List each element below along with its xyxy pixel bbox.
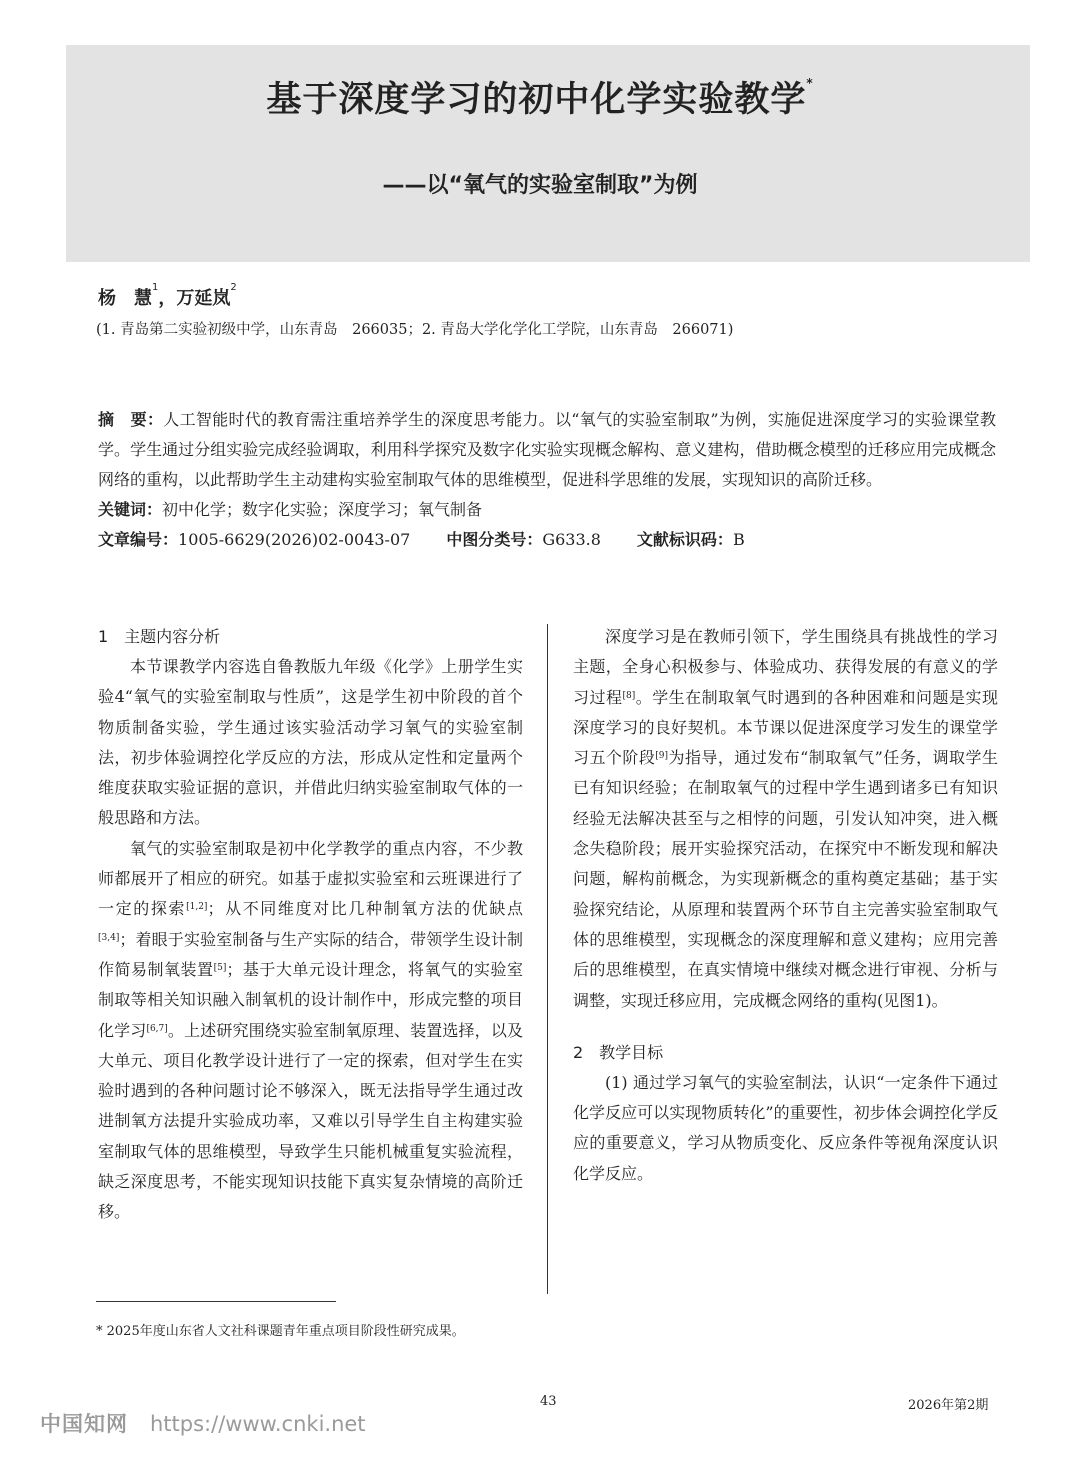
article-title: [0, 72, 1080, 122]
section-heading: 2 教学目标: [573, 1042, 664, 1062]
title-footnote-mark: *: [806, 76, 814, 90]
watermark-url: https://www.cnki.net: [150, 1412, 366, 1436]
paragraph-text: 。学生在制取氧气时遇到的各种困难和问题是实现深度学习的良好契机。本节课以促进深度学习发生的课堂学习五个阶段: [573, 687, 998, 768]
author-affiliation-mark: 2: [230, 282, 237, 293]
abstract: [98, 405, 996, 495]
section-heading: 1 主题内容分析: [98, 627, 221, 646]
body-paragraph: 本节课教学内容选自鲁教版九年级《化学》上册学生实验4“氧气的实验室制取与性质”，这是学生初中阶段的首个物质制备实验，学生通过该实验活动学习氧气的实验室制法，初步体验调控化学反应的方法，形成从定性和定量两个维度获取实验证据的意识，并借此归纳实验室制取气体的一般思路和方法。: [98, 657, 523, 828]
citation-ref[interactable]: [8]: [622, 690, 636, 701]
clc-label: 中图分类号：: [446, 530, 543, 549]
author-affiliation-mark: 1: [152, 282, 159, 293]
column-divider: [547, 624, 548, 1294]
article-number-label: 文章编号：: [98, 530, 179, 549]
author-line: [98, 284, 237, 310]
article-subtitle: ——以“氧气的实验室制取”为例: [382, 173, 698, 198]
paragraph-text: ；着眼于实验室制备与生产实际的结合，带领学生设计制作简易制氧装置: [98, 929, 523, 979]
document-code-value: B: [732, 530, 745, 549]
clc-value: G633.8: [542, 530, 601, 549]
watermark-brand: 中国知网: [40, 1412, 128, 1436]
citation-ref[interactable]: [3,4]: [98, 932, 120, 943]
body-paragraph: [573, 622, 998, 1016]
issue-label: 2026年第2期: [908, 1398, 989, 1413]
paragraph-text: ；基于大单元设计理念，将氧气的实验室制取等相关知识融入制氧机的设计制作中，形成完整的项目化学习: [98, 959, 523, 1040]
footnote: * 2025年度山东省人文社科课题青年重点项目阶段性研究成果。: [96, 1324, 465, 1339]
clc-number: [446, 525, 601, 555]
footnote-rule: [96, 1301, 336, 1302]
keywords-text: 初中化学；数字化实验；深度学习；氧气制备: [162, 500, 483, 519]
article-number: [98, 525, 410, 555]
citation-ref[interactable]: [9]: [655, 751, 669, 762]
paragraph-text: 。上述研究围绕实验室制氧原理、装置选择，以及大单元、项目化教学设计进行了一定的探索，但对学生在实验时遇到的各种问题讨论不够深入，既无法指导学生通过改进制氧方法提升实验成功率，又难以引导学生自主构建实验室制取气体的思维模型，导致学生只能机械重复实验流程，缺乏深度思考，不能实现知识技能下真实复杂情境的高阶迁移。: [98, 1020, 523, 1222]
article-number-value: 1005-6629(2026)02-0043-07: [178, 530, 411, 549]
paragraph-text: 为指导，通过发布“制取氧气”任务，调取学生已有知识经验；在制取氧气的过程中学生遇到诸多已有知识经验无法解决甚至与之相悖的问题，引发认知冲突，进入概念失稳阶段；展开实验探究活动，在探究中不断发现和解决问题，解构前概念，为实现新概念的重构奠定基础；基于实验探究结论，从原理和装置两个环节自主完善实验室制取气体的思维模型，实现概念的深度理解和意义建构；应用完善后的思维模型，在真实情境中继续对概念进行审视、分析与调整，实现迁移应用，完成概念网络的重构(见图1)。: [573, 748, 998, 1010]
body-paragraph: (1) 通过学习氧气的实验室制法，认识“一定条件下通过化学反应可以实现物质转化”的重要性，初步体会调控化学反应的重要意义，学习从物质变化、反应条件等视角深度认识化学反应。: [573, 1072, 998, 1183]
author-separator: ，: [158, 288, 177, 309]
citation-ref[interactable]: [5]: [213, 962, 227, 973]
left-column: [98, 622, 523, 1228]
citation-ref[interactable]: [6,7]: [146, 1023, 168, 1034]
body-paragraph: [98, 834, 523, 1228]
abstract-text: 人工智能时代的教育需注重培养学生的深度思考能力。以“氧气的实验室制取”为例，实施促进深度学习的实验课堂教学。学生通过分组实验完成经验调取，利用科学探究及数字化实验实现概念解构、意义建构，借助概念模型的迁移应用完成概念网络的重构，以此帮助学生主动建构实验室制取气体的思维模型，促进科学思维的发展，实现知识的高阶迁移。: [98, 410, 996, 489]
affiliation-line: (1. 青岛第二实验初级中学，山东青岛 266035；2. 青岛大学化学化工学院，山东青岛 266071): [96, 322, 734, 338]
cnki-watermark: [40, 1408, 366, 1438]
keywords: [98, 495, 996, 525]
paragraph-text: ；从不同维度对比几种制氧方法的优缺点: [207, 899, 523, 919]
article-meta-row: [98, 525, 996, 555]
article-title-text: 基于深度学习的初中化学实验教学: [266, 80, 807, 120]
author-name: 杨 慧: [98, 288, 152, 309]
author-name: 万延岚: [176, 288, 231, 309]
abstract-block: [98, 405, 996, 555]
document-code-label: 文献标识码：: [636, 530, 733, 549]
paragraph-text: 深度学习是在教师引领下，学生围绕具有挑战性的学习主题，全身心积极参与、体验成功、获得发展的有意义的学习过程: [573, 627, 998, 707]
page-number: 43: [540, 1394, 557, 1409]
keywords-label: 关键词：: [98, 500, 163, 519]
document-code: [637, 525, 745, 555]
citation-ref[interactable]: [1,2]: [186, 902, 208, 913]
abstract-label: 摘 要：: [98, 410, 164, 429]
paragraph-text: 氧气的实验室制取是初中化学教学的重点内容，不少教师都展开了相应的研究。如基于虚拟实验室和云班课进行了一定的探索: [98, 838, 523, 919]
right-column: [573, 622, 998, 1189]
